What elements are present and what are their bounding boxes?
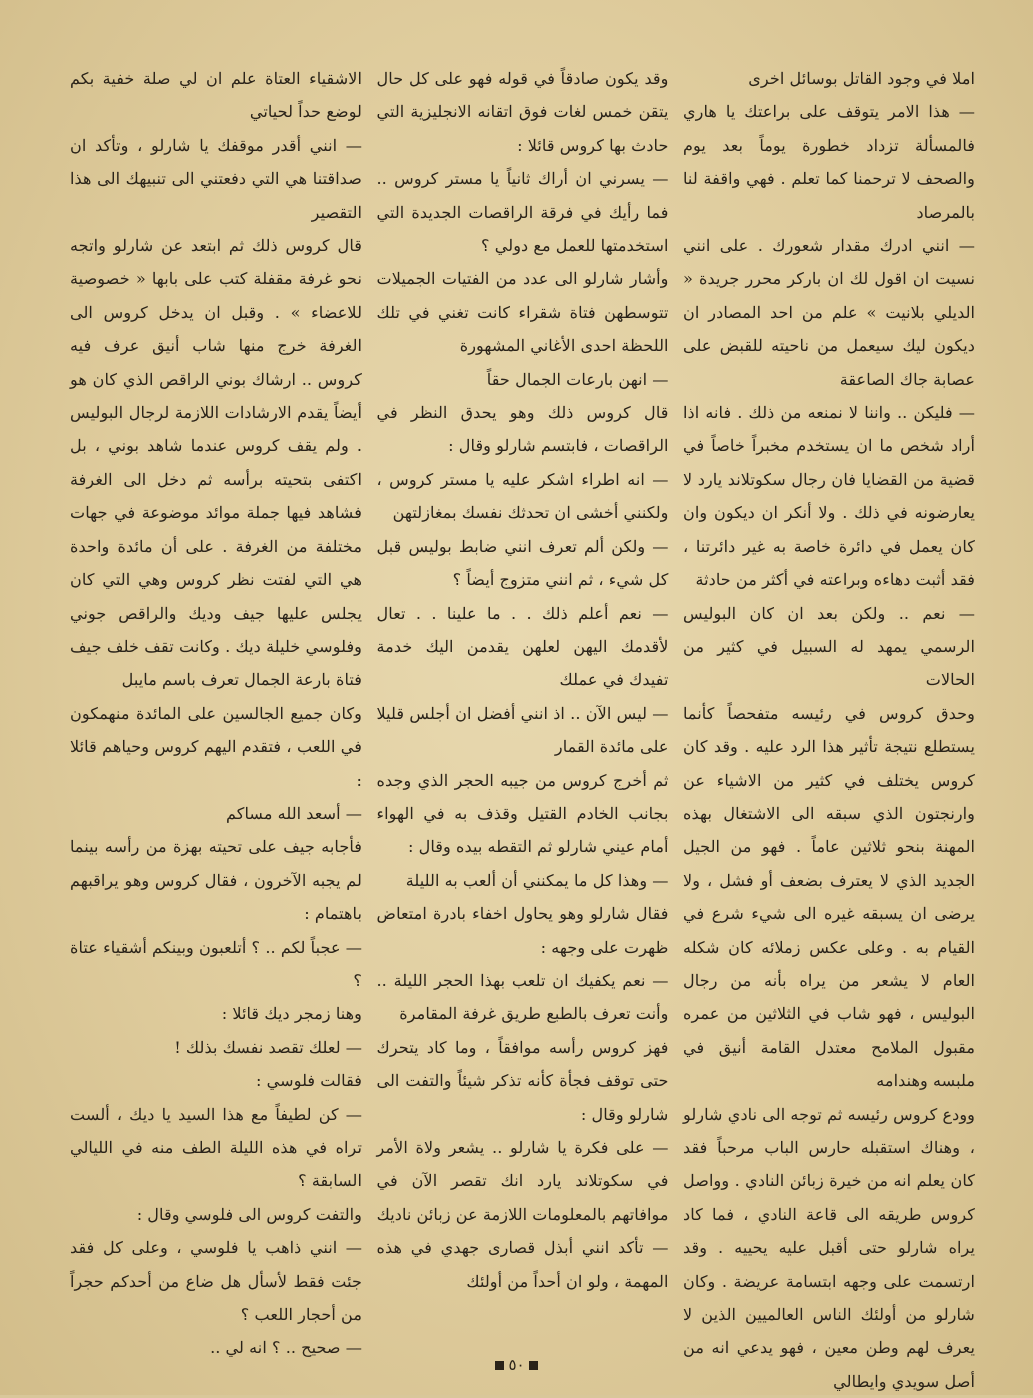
column-middle (377, 62, 669, 1347)
paragraph: — نعم أعلم ذلك . . ما علينا . . تعال لأقدمك اليهن لعلهن يقدمن اليك خدمة تفيدك في عملك (376, 603, 669, 690)
paragraph: — لعلك تقصد نفسك بذلك ! (174, 1037, 362, 1057)
paragraph: وأشار شارلو الى عدد من الفتيات الجميلات تتوسطهن فتاة شقراء كانت تغني في تلك اللحظة احدى الأغاني المشهورة (376, 269, 669, 356)
paragraph: فأجابه جيف على تحيته بهزة من رأسه بينما لم يجبه الآخرون ، فقال كروس وهو يراقبهم باهتمام : (70, 837, 362, 924)
paragraph: — انه اطراء اشكر عليه يا مستر كروس ، ولكنني أخشى ان تحدثك نفسك بمغازلتهن (376, 469, 669, 523)
paragraph: — انهن بارعات الجمال حقاً (486, 369, 669, 389)
page-number-marker (495, 1361, 504, 1370)
paragraph: ثم أخرج كروس من جيبه الحجر الذي وجده بجانب الخادم القتيل وقذف به في الهواء أمام عيني شارلو ثم التقطه بيده وقال : (376, 770, 669, 857)
paragraph: قال كروس ذلك وهو يحدق النظر في الراقصات ، فابتسم شارلو وقال : (376, 403, 669, 456)
paragraph: — انني ذاهب يا فلوسي ، وعلى كل فقد جئت فقط لأسأل هل ضاع من أحدكم حجراً من أحجار اللعب ؟ (70, 1238, 362, 1325)
paragraph: قال كروس ذلك ثم ابتعد عن شارلو واتجه نحو غرفة مقفلة كتب على بابها « خصوصية للاعضاء » . وقبل ان يدخل كروس الى الغرفة خرج منها شاب أنيق عرف فيه كروس .. ارشاك بوني الراقص الذي كان هو أيضاً يقدم الارشادات اللازمة لرجال البوليس . ولم يقف كروس عندما شاهد بوني ، بل اكتفى بتحيته برأسه ثم دخل الى الغرفة فشاهد فيها جملة موائد موضوعة في جهات مختلفة من الغرفة . على أن مائدة واحدة هي التي لفتت نظر كروس وهي التي كان يجلس عليها جيف وديك والراقص جوني وفلوسي خليلة ديك . وكانت تقف خلف جيف فتاة بارعة الجمال تعرف باسم مايبل (70, 236, 362, 690)
paragraph: — هذا الامر يتوقف على براعتك يا هاري فالمسألة تزداد خطورة يوماً بعد يوم والصحف لا ترحمنا كما تعلم . فهي واقفة لنا بالمرصاد (683, 102, 975, 222)
paragraph: — تأكد انني أبذل قصارى جهدي في هذه المهمة ، ولو ان أحداً من أولئك (376, 1238, 669, 1291)
paragraph: وودع كروس رئيسه ثم توجه الى نادي شارلو ، وهناك استقبله حارس الباب مرحباً فقد كان يعلم انه من خيرة زبائن النادي . وواصل كروس طريقه الى قاعة النادي ، فما كاد يراه شارلو حتى أقبل عليه يحييه . وقد ارتسمت على وجهه ابتسامة عريضة . وكان شارلو من أولئك الناس العالميين الذين لا يعرف لهم وطن معين ، فهو يدعي انه من أصل سويدي وايطالي (683, 1104, 975, 1391)
paragraph: — صحيح .. ؟ انه لي .. (210, 1338, 362, 1358)
paragraph: — فليكن .. واننا لا نمنعه من ذلك . فانه اذا أراد شخص ما ان يستخدم مخبراً خاصاً في قضية من القضايا فان رجال سكوتلاند يارد لا يعارضونه في ذلك . ولا أنكر ان ديكون وان كان يعمل في دائرة خاصة به غير دائرتنا ، فقد أثبت دهاءه وبراعته في أكثر من حادثة (683, 403, 975, 590)
paragraph: والتفت كروس الى فلوسي وقال : (136, 1204, 362, 1224)
paragraph: فقالت فلوسي : (256, 1071, 362, 1091)
paragraph: — وهذا كل ما يمكنني أن ألعب به الليلة (405, 870, 669, 890)
paragraph: وهنا زمجر ديك قائلا : (221, 1004, 362, 1024)
column-left (70, 62, 362, 1358)
paragraph: — انني أقدر موقفك يا شارلو ، وتأكد ان صداقتنا هي التي دفعتني الى تنبيهك الى هذا التقصير (70, 135, 362, 222)
paragraph: — يسرني ان أراك ثانياً يا مستر كروس .. فما رأيك في فرقة الراقصات الجديدة التي استخدمتها للعمل مع دولي ؟ (376, 169, 669, 256)
paragraph: فقال شارلو وهو يحاول اخفاء بادرة امتعاض ظهرت على وجهه : (376, 904, 669, 957)
paragraph: وحدق كروس في رئيسه متفحصاً كأنما يستطلع نتيجة تأثير هذا الرد عليه . وقد كان كروس يختلف في كثير من الاشياء عن وارنجتون الذي سبقه الى الاشتغال بهذه المهنة بنحو ثلاثين عاماً . فهو من الجيل الجديد الذي لا يعترف بضعف أو فشل ، ولا يرضى ان يسبقه غيره الى شيء شرع في القيام به . وعلى عكس زملائه كان شكله العام لا يشعر من يراه بأنه من رجال البوليس ، فهو شاب في الثلاثين من عمره مقبول الملامح معتدل القامة أنيق في ملبسه وهندامه (683, 703, 975, 1091)
paragraph: — كن لطيفاً مع هذا السيد يا ديك ، ألست تراه في هذه الليلة الطف منه في الليالي السابقة ؟ (70, 1104, 362, 1191)
paragraph: — عجباً لكم .. ؟ أتلعبون وبينكم أشقياء عتاة ؟ (70, 937, 362, 990)
paragraph: املا في وجود القاتل بوسائل اخرى (748, 69, 975, 88)
paragraph: — على فكرة يا شارلو .. يشعر ولاة الأمر في سكوتلاند يارد انك تقصر الآن في موافاتهم بالمعلومات اللازمة عن زبائن ناديك (376, 1138, 669, 1224)
paragraph: — انني ادرك مقدار شعورك . على انني نسيت ان اقول لك ان باركر محرر جريدة « الديلي بلانيت » علم من احد المصادر ان ديكون ليك سيعمل من ناحيته للقبض على عصابة جاك الصاعقة (683, 236, 975, 389)
page-number-marker (529, 1361, 538, 1370)
page-number (0, 1356, 1033, 1374)
paragraph: — نعم .. ولكن بعد ان كان البوليس الرسمي يمهد له السبيل في كثير من الحالات (683, 603, 975, 690)
paragraph: — نعم يكفيك ان تلعب بهذا الحجر الليلة .. وأنت تعرف بالطبع طريق غرفة المقامرة (376, 970, 669, 1024)
paragraph: فهز كروس رأسه موافقاً ، وما كاد يتحرك حتى توقف فجأة كأنه تذكر شيئاً والتفت الى شارلو وقال : (376, 1037, 669, 1124)
paragraph: — أسعد الله مساكم (226, 803, 362, 823)
paragraph: — ولكن ألم تعرف انني ضابط بوليس قبل كل شيء ، ثم انني متزوج أيضاً ؟ (376, 536, 669, 590)
page-number-text: ٥٠ (508, 1356, 525, 1374)
column-right (683, 62, 975, 1391)
paragraph: الاشقياء العتاة علم ان لي صلة خفية بكم لوضع حداً لحياتي (70, 69, 362, 122)
paragraph: وقد يكون صادقاً في قوله فهو على كل حال يتقن خمس لغات فوق اتقانه الانجليزية التي حادث بها كروس قائلا : (376, 69, 669, 155)
paragraph: وكان جميع الجالسين على المائدة منهمكون في اللعب ، فتقدم اليهم كروس وحياهم قائلا : (70, 703, 362, 790)
paragraph: — ليس الآن .. اذ انني أفضل ان أجلس قليلا على مائدة القمار (376, 703, 669, 757)
